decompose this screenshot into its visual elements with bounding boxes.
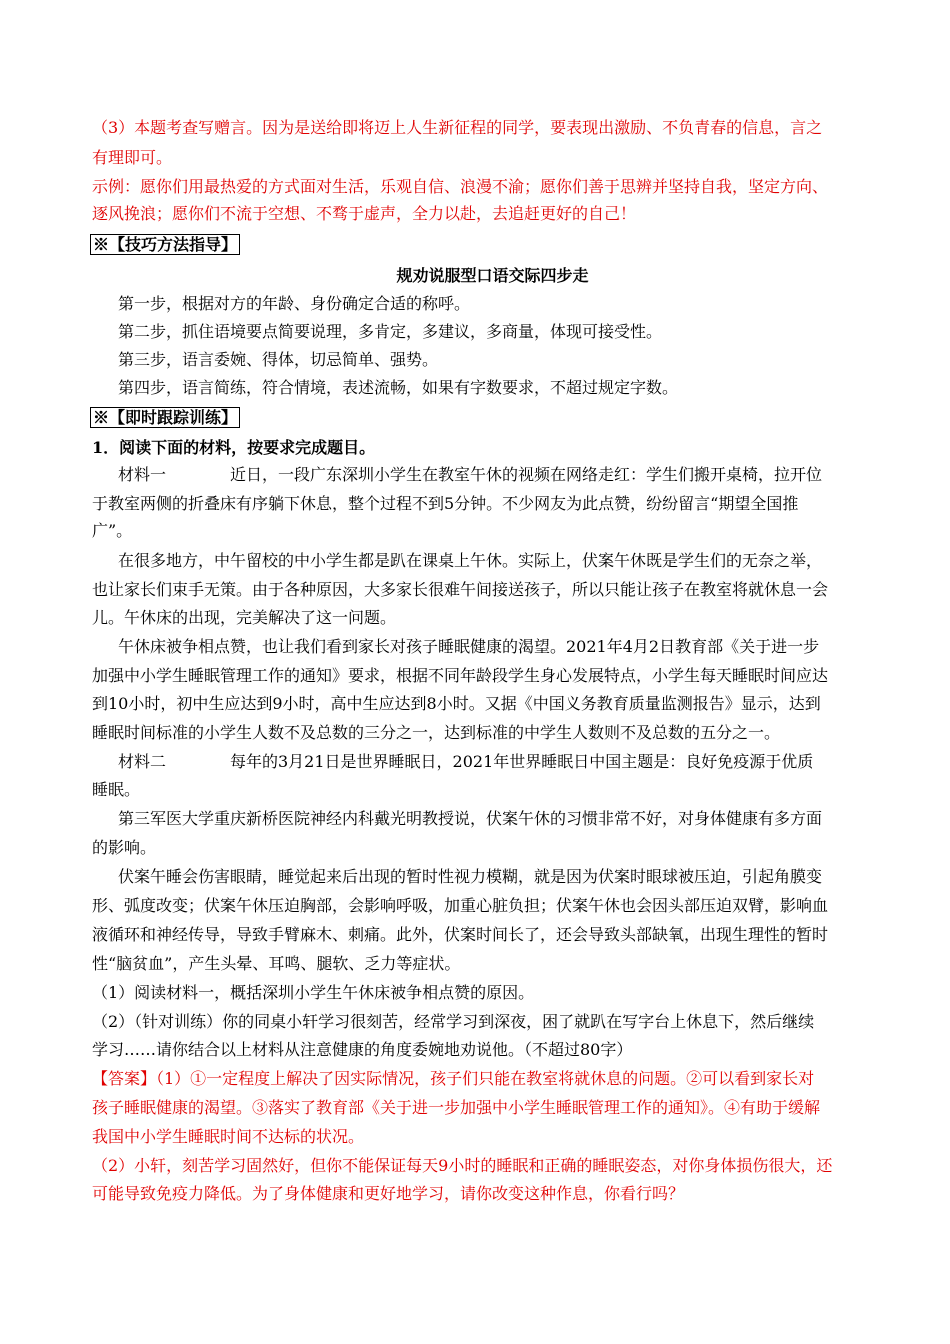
answer-line: 可能导致免疫力降低。为了身体健康和更好地学习，请你改变这种作息，你看行吗？	[92, 1184, 685, 1203]
answer-line: （2）小轩，刻苦学习固然好，但你不能保证每天9小时的睡眠和正确的睡眠姿态，对你身体损伤很大，还	[92, 1156, 833, 1175]
text-line: 材料一 近日，一段广东深圳小学生在教室午休的视频在网络走红：学生们搬开桌椅，拉开位	[118, 465, 823, 484]
text-line: 有理即可。	[92, 148, 173, 167]
text-line: 第三军医大学重庆新桥医院神经内科戴光明教授说，伏案午休的习惯非常不好，对身体健康有多方面	[118, 809, 823, 828]
answer-line: 孩子睡眠健康的渴望。③落实了教育部《关于进一步加强中小学生睡眠管理工作的通知》。④有助于缓解	[92, 1098, 821, 1117]
sub-question: （1）阅读材料一，概括深圳小学生午休床被争相点赞的原因。	[92, 983, 535, 1002]
text-line: 第二步，抓住语境要点简要说理，多肯定，多建议，多商量，体现可接受性。	[118, 322, 663, 341]
text-line: 逐风挽浪；愿你们不流于空想、不骛于虚声，全力以赴，去追赶更好的自己！	[92, 204, 637, 223]
text-line: 性“脑贫血”，产生头晕、耳鸣、腿软、乏力等症状。	[92, 954, 461, 973]
text-line: 加强中小学生睡眠管理工作的通知》要求，根据不同年龄段学生身心发展特点，小学生每天睡眠时间应达	[92, 666, 829, 685]
section-heading	[92, 235, 240, 255]
text-line: 于教室两侧的折叠床有序躺下休息，整个过程不到5分钟。不少网友为此点赞，纷纷留言“期望全国推	[92, 494, 799, 513]
sub-question: （2）（针对训练）你的同桌小轩学习很刻苦，经常学习到深夜，困了就趴在写字台上休息下，然后继续	[92, 1012, 815, 1031]
text-line: 广”。	[92, 521, 133, 540]
text-line: 在很多地方，中午留校的中小学生都是趴在课桌上午休。实际上，伏案午休既是学生们的无奈之举，	[118, 551, 823, 570]
answer-line: 我国中小学生睡眠时间不达标的状况。	[92, 1127, 365, 1146]
section-heading	[92, 408, 240, 428]
text-line: 第四步，语言简练，符合情境，表述流畅，如果有字数要求，不超过规定字数。	[118, 378, 679, 397]
text-line: 材料二 每年的3月21日是世界睡眠日，2021年世界睡眠日中国主题是：良好免疫源于优质	[118, 752, 814, 771]
text-line: （3）本题考查写赠言。因为是送给即将迈上人生新征程的同学，要表现出激励、不负青春的信息，言之	[92, 118, 823, 137]
text-line: 也让家长们束手无策。由于各种原因，大多家长很难午间接送孩子，所以只能让孩子在教室将就休息一会	[92, 580, 829, 599]
text-line: 第三步，语言委婉、得体，切忌简单、强势。	[118, 350, 439, 369]
text-line: 儿。午休床的出现，完美解决了这一问题。	[92, 608, 397, 627]
question-title: 1．阅读下面的材料，按要求完成题目。	[92, 438, 376, 457]
section-heading-box: ※【即时跟踪训练】	[90, 407, 240, 428]
text-line: 示例：愿你们用最热爱的方式面对生活，乐观自信、浪漫不渝；愿你们善于思辨并坚持自我，坚定方向、	[92, 177, 829, 196]
section-heading-box: ※【技巧方法指导】	[90, 234, 240, 255]
text-line: 伏案午睡会伤害眼睛，睡觉起来后出现的暂时性视力模糊，就是因为伏案时眼球被压迫，引起角膜变	[118, 867, 823, 886]
text-line: 睡眠时间标准的小学生人数不及总数的三分之一，达到标准的中学生人数则不及总数的五分之一。	[92, 723, 781, 742]
text-line: 形、弧度改变；伏案午休压迫胸部，会影响呼吸，加重心脏负担；伏案午休也会因头部压迫双臂，影响血	[92, 896, 829, 915]
section-title: 规劝说服型口语交际四步走	[396, 266, 589, 285]
text-line: 午休床被争相点赞，也让我们看到家长对孩子睡眠健康的渴望。2021年4月2日教育部《关于进一步	[118, 637, 820, 656]
answer-line: 【答案】（1）①一定程度上解决了因实际情况，孩子们只能在教室将就休息的问题。②可以看到家长对	[92, 1069, 815, 1088]
text-line: 第一步，根据对方的年龄、身份确定合适的称呼。	[118, 294, 471, 313]
text-line: 学习……请你结合以上材料从注意健康的角度委婉地劝说他。（不超过80字）	[92, 1040, 633, 1059]
text-line: 液循环和神经传导，导致手臂麻木、刺痛。此外，伏案时间长了，还会导致头部缺氧，出现生理性的暂时	[92, 925, 829, 944]
text-line: 到10小时，初中生应达到9小时，高中生应达到8小时。又据《中国义务教育质量监测报告》显示，达到	[92, 694, 821, 713]
text-line: 的影响。	[92, 838, 157, 857]
text-line: 睡眠。	[92, 780, 141, 799]
